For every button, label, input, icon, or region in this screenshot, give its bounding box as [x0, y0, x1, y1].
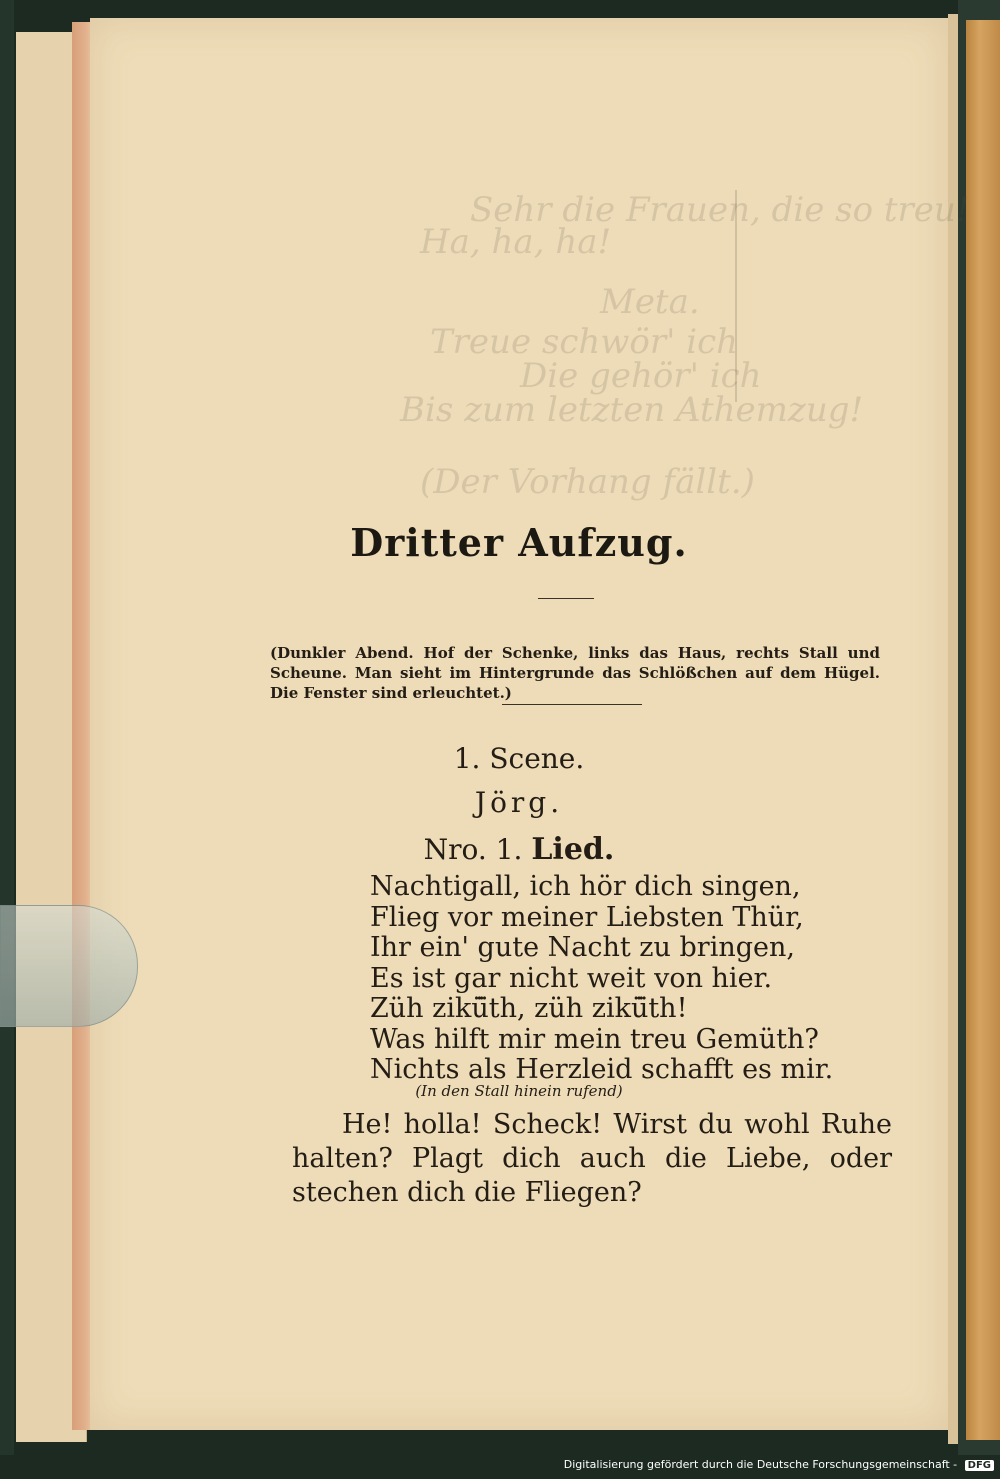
bleed-line-1: Sehr die Frauen, die so treu! [470, 190, 970, 230]
dialogue-paragraph: He! holla! Scheck! Wirst du wohl Ruhe halten? Plagt dich auch die Liebe, oder stechen dich die Fliegen? [292, 1109, 892, 1208]
section-rule [502, 704, 642, 705]
song-heading [90, 832, 948, 867]
bleed-line-5: Die gehör' ich [520, 356, 762, 396]
book-cover-edge [0, 0, 14, 1455]
verse-line: Es ist gar nicht weit von hier. [370, 962, 773, 994]
bleed-line-6: Bis zum letzten Athemzug! [400, 390, 864, 430]
credit-text: Digitalisierung gefördert durch die Deutsche Forschungsgemeinschaft - [563, 1458, 958, 1471]
right-binding-strip [966, 20, 1000, 1440]
stage-direction-inline: (In den Stall hinein rufend) [415, 1082, 623, 1100]
song-number: Nro. 1. [423, 833, 523, 866]
digitization-credit [564, 1458, 994, 1471]
verse-line: Flieg vor meiner Liebsten Thür, [370, 901, 804, 933]
heading-rule [538, 598, 594, 599]
verse-line: Züh zikü̈th, züh zikü̈th! [370, 993, 688, 1024]
dfg-logo: DFG [965, 1460, 994, 1471]
bleed-line-4: Treue schwör' ich [430, 322, 739, 362]
verse-line: Nachtigall, ich hör dich singen, [370, 871, 801, 902]
bleed-bracket [735, 190, 737, 402]
verse-line: Was hilft mir mein treu Gemüth? [370, 1023, 819, 1055]
act-heading: Dritter Aufzug. [350, 520, 688, 565]
scene-heading: 1. Scene. [453, 742, 585, 775]
stage-direction: (Dunkler Abend. Hof der Schenke, links das Haus, rechts Stall und Scheune. Man sieht im Hintergrunde das Schlößchen auf dem Hügel. Die Fenster sind erleuchtet.) [270, 644, 880, 702]
bleed-line-2: Ha, ha, ha! [420, 222, 612, 262]
bleed-line-7: (Der Vorhang fällt.) [420, 462, 755, 502]
song-title: Lied. [531, 832, 615, 867]
verse-line: Ihr ein' gute Nacht zu bringen, [370, 932, 795, 963]
character-name: Jörg. [474, 786, 564, 819]
bleed-line-3: Meta. [600, 282, 700, 322]
song-verse [370, 872, 833, 1086]
page-clip [0, 905, 138, 1027]
verse-line: Nichts als Herzleid schafft es mir. [370, 1054, 834, 1085]
